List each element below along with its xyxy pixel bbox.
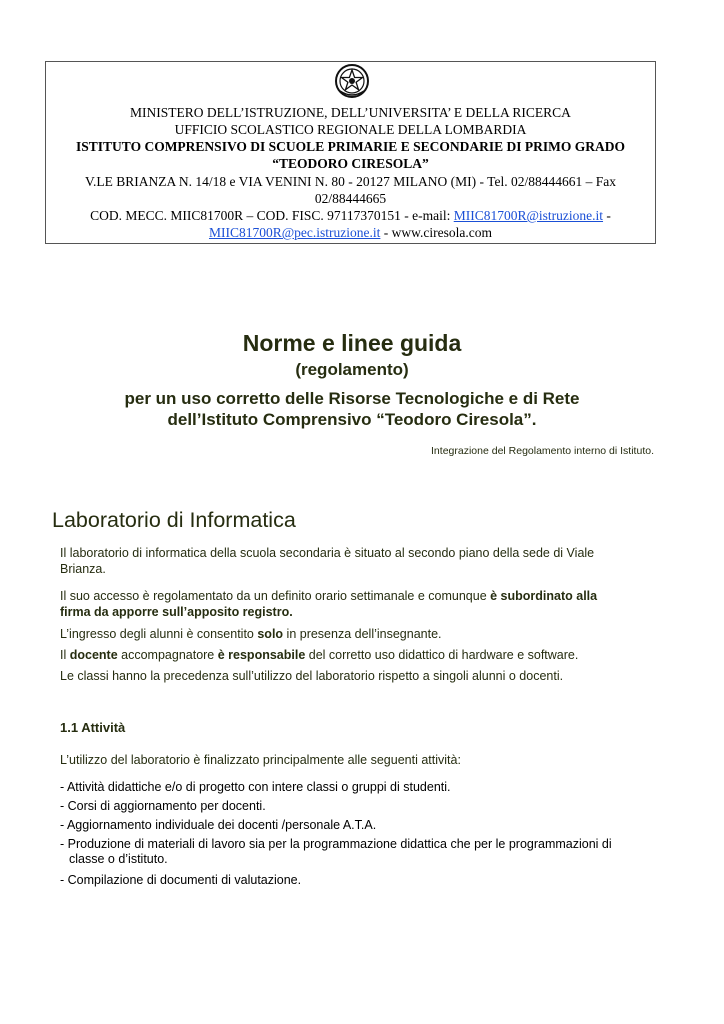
ministry-line: MINISTERO DELL’ISTRUZIONE, DELL’UNIVERSITA’ E DELLA RICERCA xyxy=(130,105,571,120)
codes-line xyxy=(45,207,656,224)
document-purpose-line1: per un uso corretto delle Risorse Tecnologiche e di Rete xyxy=(124,389,580,408)
paragraph-teacher xyxy=(60,647,660,663)
teacher-text-a: Il xyxy=(60,648,70,662)
teacher-bold-2: è responsabile xyxy=(217,648,306,662)
paragraph-location xyxy=(60,545,660,577)
regional-office-line: UFFICIO SCOLASTICO REGIONALE DELLA LOMBARDIA xyxy=(174,122,527,137)
list-item xyxy=(60,837,660,867)
fax-line: 02/88444665 xyxy=(314,191,387,206)
activities-intro: L’utilizzo del laboratorio è finalizzato principalmente alle seguenti attività: xyxy=(60,753,461,767)
access-bold-2: firma da apporre sull’apposito registro. xyxy=(60,605,293,619)
institute-name-line: “TEODORO CIRESOLA” xyxy=(272,156,429,171)
section-heading-lab: Laboratorio di Informatica xyxy=(52,508,296,532)
email-link[interactable]: MIIC81700R@istruzione.it xyxy=(453,208,604,223)
list-item: - Aggiornamento individuale dei docenti /personale A.T.A. xyxy=(60,818,377,832)
teacher-text-e: del corretto uso didattico di hardware e software. xyxy=(305,648,579,662)
pec-email-link[interactable]: MIIC81700R@pec.istruzione.it xyxy=(208,225,381,240)
address-line: V.LE BRIANZA N. 14/18 e VIA VENINI N. 80 - 20127 MILANO (MI) - Tel. 02/88444661 – Fax xyxy=(85,174,616,189)
access-text: Il suo accesso è regolamentato da un definito orario settimanale e comunque xyxy=(60,589,491,603)
access-bold-1: è subordinato alla xyxy=(490,589,598,603)
teacher-text-c: accompagnatore xyxy=(117,648,218,662)
codes-suffix: - xyxy=(603,208,611,223)
website-text: - www.ciresola.com xyxy=(380,225,492,240)
students-text-a: L’ingresso degli alunni è consentito xyxy=(60,627,258,641)
paragraph-location-line1: Il laboratorio di informatica della scuola secondaria è situato al secondo piano della sede di Viale xyxy=(60,546,595,560)
students-text-c: in presenza dell’insegnante. xyxy=(283,627,442,641)
list-item-line2: classe o d’istituto. xyxy=(69,852,168,866)
document-purpose-line2: dell’Istituto Comprensivo “Teodoro Ciresola”. xyxy=(167,410,537,429)
list-item: - Compilazione di documenti di valutazione. xyxy=(60,873,302,887)
list-item: - Attività didattiche e/o di progetto con intere classi o gruppi di studenti. xyxy=(60,780,451,794)
list-item-line1: - Produzione di materiali di lavoro sia per la programmazione didattica che per le programmazioni di xyxy=(60,837,612,851)
paragraph-location-line2: Brianza. xyxy=(60,562,106,576)
institute-line: ISTITUTO COMPRENSIVO DI SCUOLE PRIMARIE E SECONDARIE DI PRIMO GRADO xyxy=(76,139,625,154)
codes-text: COD. MECC. MIIC81700R – COD. FISC. 97117370151 - e-mail: xyxy=(90,208,454,223)
teacher-bold-1: docente xyxy=(69,648,118,662)
pec-line xyxy=(45,224,656,241)
document-title: Norme e linee guida xyxy=(242,330,462,356)
document-subtitle: (regolamento) xyxy=(295,360,409,379)
paragraph-students xyxy=(60,626,660,642)
integration-note: Integrazione del Regolamento interno di Istituto. xyxy=(431,445,654,457)
paragraph-precedence: Le classi hanno la precedenza sull’utilizzo del laboratorio rispetto a singoli alunni o docenti. xyxy=(60,669,564,683)
students-bold: solo xyxy=(257,627,284,641)
list-item: - Corsi di aggiornamento per docenti. xyxy=(60,799,266,813)
section-heading-activities: 1.1 Attività xyxy=(60,720,126,735)
paragraph-access xyxy=(60,588,660,620)
italian-republic-emblem-icon xyxy=(334,63,370,99)
